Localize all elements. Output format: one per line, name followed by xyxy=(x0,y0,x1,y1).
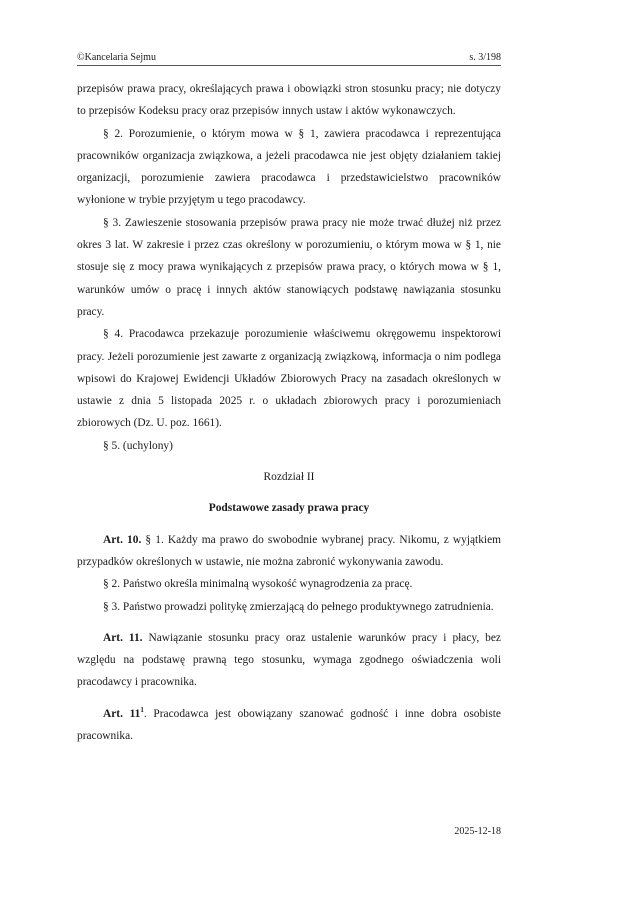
article-11-1-label xyxy=(103,705,144,720)
document-body xyxy=(77,78,501,747)
article-11-text: Nawiązanie stosunku pracy oraz ustalenie warunków pracy i płacy, bez względu na podstawę prawną tego stosunku, wymaga zgodnego oświadczenia woli pracodawcy i pracownika. xyxy=(77,631,501,689)
page-header xyxy=(77,52,501,66)
article-11 xyxy=(77,627,501,694)
paragraph-section-2: § 2. Porozumienie, o którym mowa w § 1, zawiera pracodawca i reprezentująca pracowników organizacja związkowa, a jeżeli pracodawca nie jest objęty działaniem takiej organizacji, porozumienie zawiera pracodawca i przedstawicielstwo pracowników wyłonione w trybie przyjętym u tego pracodawcy. xyxy=(77,127,501,207)
chapter-title: Podstawowe zasady prawa pracy xyxy=(208,502,370,515)
article-11-1-text: . Pracodawca jest obowiązany szanować godność i inne dobra osobiste pracownika. xyxy=(77,707,501,743)
article-11-1 xyxy=(77,703,501,748)
chapter-label: Rozdział II xyxy=(263,471,315,484)
article-10-section-2: § 2. Państwo określa minimalną wysokość wynagrodzenia za pracę. xyxy=(103,578,413,591)
article-11-label: Art. 11. xyxy=(103,631,143,644)
article-11-1-superscript: 1 xyxy=(140,705,144,714)
paragraph-section-4: § 4. Pracodawca przekazuje porozumienie właściwemu okręgowemu inspektorowi pracy. Jeżeli porozumienie jest zawarte z organizacją związkową, informacja o nim podlega wpisowi do Krajowej Ewidencji Układów Zbiorowych Pracy na zasadach określonych w ustawie z dnia 5 listopada 2025 r. o układach zbiorowych pracy i porozumieniach zbiorowych (Dz. U. poz. 1661). xyxy=(77,328,501,430)
article-10-text: § 1. Każdy ma prawo do swobodnie wybranej pracy. Nikomu, z wyjątkiem przypadków określonych w ustawie, nie można zabronić wykonywania zawodu. xyxy=(77,533,501,568)
footer-date: 2025-12-18 xyxy=(454,826,501,837)
paragraph-continuation: przepisów prawa pracy, określających prawa i obowiązki stron stosunku pracy; nie dotyczy to przepisów Kodeksu pracy oraz przepisów innych ustaw i aktów wykonawczych. xyxy=(77,83,501,118)
paragraph-section-3: § 3. Zawieszenie stosowania przepisów prawa pracy nie może trwać dłużej niż przez okres 3 lat. W zakresie i przez czas określony w porozumieniu, o którym mowa w § 1, nie stosuje się z mocy prawa wynikających z przepisów prawa pracy, o których mowa w § 1, warunków umów o pracę i innych aktów stanowiących podstawę nawiązania stosunku pracy. xyxy=(77,216,501,318)
paragraph-section-5: § 5. (uchylony) xyxy=(103,439,173,452)
header-publisher: ©Kancelaria Sejmu xyxy=(77,52,156,63)
article-10 xyxy=(77,529,501,574)
article-10-section-3: § 3. Państwo prowadzi politykę zmierzającą do pełnego produktywnego zatrudnienia. xyxy=(103,600,494,613)
article-10-label: Art. 10. xyxy=(103,533,142,546)
article-11-1-label-text: Art. 11 xyxy=(103,707,141,720)
header-page-number: s. 3/198 xyxy=(469,52,501,63)
